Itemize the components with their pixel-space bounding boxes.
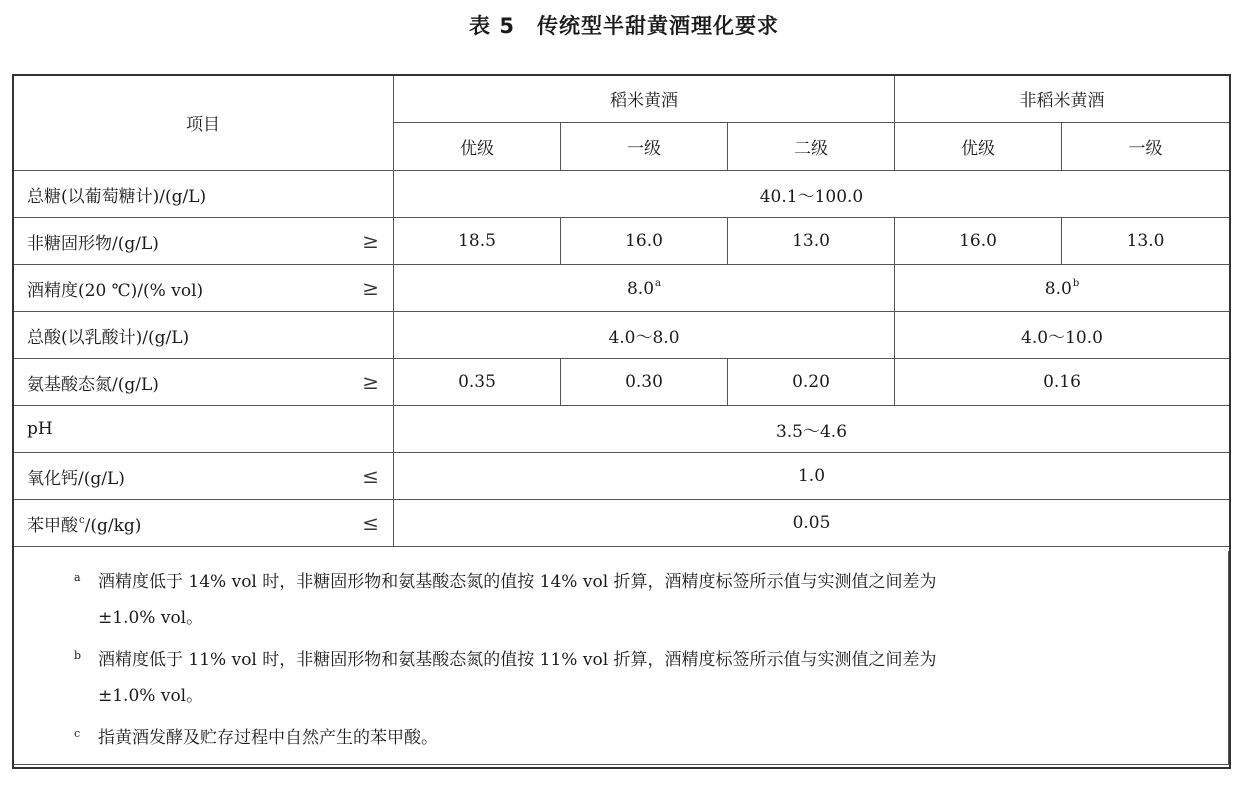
- footnote-b-cont: ±1.0% vol。: [98, 686, 204, 706]
- table-title-text: 传统型半甜黄酒理化要求: [536, 14, 779, 38]
- row-value: 16.0: [561, 218, 728, 265]
- grade-header: 二级: [728, 123, 895, 171]
- group-header-non-rice: 非稻米黄酒: [895, 75, 1230, 123]
- table-number: 表 5: [469, 14, 515, 38]
- footnote-b: b 酒精度低于 11% vol 时，非糖固形物和氨基酸态氮的值按 11% vol 折算，酒精度标签所示值与实测值之间差为: [98, 644, 1208, 676]
- row-value: 13.0: [1062, 218, 1230, 265]
- comparison-symbol: ≥: [362, 370, 379, 394]
- table-row: [13, 171, 1230, 218]
- footnote-mark: b: [74, 649, 82, 662]
- grade-header: 一级: [561, 123, 728, 171]
- row-value: 1.0: [394, 453, 1230, 500]
- row-item: 氧化钙/(g/L) ≤: [13, 453, 394, 500]
- footnote-ref: a: [655, 277, 661, 289]
- grade-header: 一级: [1062, 123, 1230, 171]
- row-item: 苯甲酸$^c$/(g/kg) ≤: [13, 500, 394, 547]
- row-item: 总酸(以乳酸计)/(g/L): [13, 312, 394, 359]
- table-row: [13, 359, 1230, 406]
- row-value: 8.0$^b$: [895, 265, 1230, 312]
- row-item: 非糖固形物/(g/L) ≥: [13, 218, 394, 265]
- table-row: [13, 218, 1230, 265]
- table-row: [13, 265, 1230, 312]
- table-row: [13, 312, 1230, 359]
- table-title: [0, 10, 1248, 40]
- row-value: 4.0～8.0: [394, 312, 895, 359]
- comparison-symbol: ≤: [362, 464, 379, 488]
- comparison-symbol: ≥: [362, 229, 379, 253]
- comparison-symbol: ≥: [362, 276, 379, 300]
- grade-header: 优级: [394, 123, 561, 171]
- row-value: 0.16: [895, 359, 1230, 406]
- footnote-mark: c: [74, 727, 81, 740]
- item-header: 项目: [13, 75, 394, 171]
- group-header-rice: 稻米黄酒: [394, 75, 895, 123]
- footnote-ref: c: [79, 514, 85, 526]
- row-value: 0.20: [728, 359, 895, 406]
- comparison-symbol: ≤: [362, 511, 379, 535]
- row-value: 40.1～100.0: [394, 171, 1230, 218]
- row-value: 0.35: [394, 359, 561, 406]
- row-value: 3.5～4.6: [394, 406, 1230, 453]
- footnote-ref: b: [1072, 277, 1080, 289]
- footnote-mark: a: [74, 571, 81, 584]
- requirements-table: [12, 74, 1230, 547]
- table-row: [13, 453, 1230, 500]
- row-value: 0.05: [394, 500, 1230, 547]
- row-value: 13.0: [728, 218, 895, 265]
- grade-header: 优级: [895, 123, 1062, 171]
- row-item: 酒精度(20 ℃)/(% vol) ≥: [13, 265, 394, 312]
- row-value: 18.5: [394, 218, 561, 265]
- row-item: pH: [13, 406, 394, 453]
- row-value: 16.0: [895, 218, 1062, 265]
- table-row: [13, 500, 1230, 547]
- row-value: 8.0$^a$: [394, 265, 895, 312]
- footnote-a-cont: ±1.0% vol。: [98, 608, 204, 628]
- footnote-c: c 指黄酒发酵及贮存过程中自然产生的苯甲酸。: [98, 722, 1208, 754]
- row-item: 总糖(以葡萄糖计)/(g/L): [13, 171, 394, 218]
- footnote-a: a 酒精度低于 14% vol 时，非糖固形物和氨基酸态氮的值按 14% vol 折算，酒精度标签所示值与实测值之间差为: [98, 566, 1208, 598]
- table-row: [13, 406, 1230, 453]
- header-row-1: [13, 75, 1230, 123]
- row-value: 0.30: [561, 359, 728, 406]
- row-value: 4.0～10.0: [895, 312, 1230, 359]
- row-item: 氨基酸态氮/(g/L) ≥: [13, 359, 394, 406]
